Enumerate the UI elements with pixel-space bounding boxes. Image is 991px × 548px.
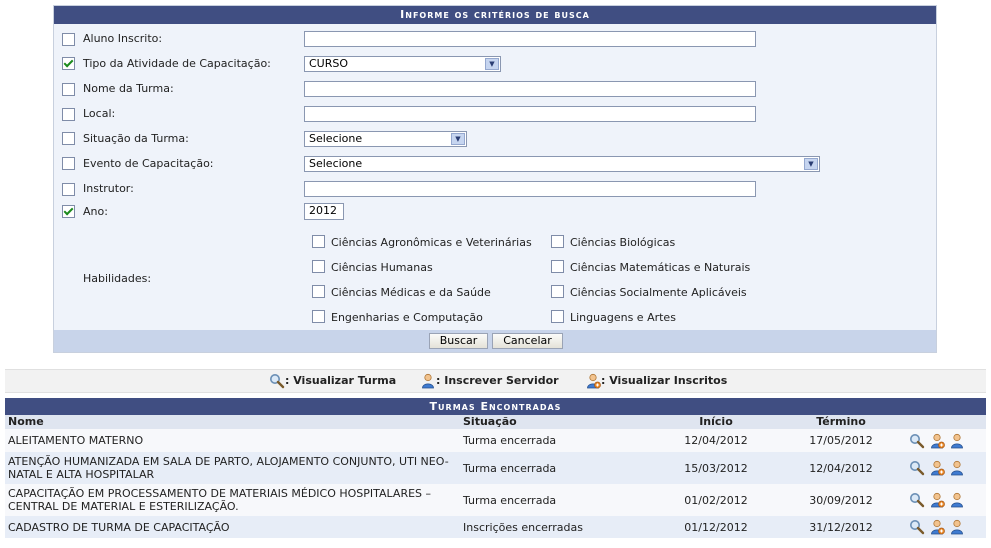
results-table bbox=[5, 415, 986, 538]
icon-legend bbox=[5, 369, 986, 393]
cell-end: 30/09/2012 bbox=[779, 484, 903, 516]
view-class-magnifier-icon[interactable] bbox=[909, 492, 925, 508]
view-enrolled-icon[interactable] bbox=[929, 519, 945, 535]
ano-input[interactable]: 2012 bbox=[304, 203, 344, 220]
enroll-person-icon[interactable] bbox=[949, 460, 965, 476]
habilidade-checkbox[interactable] bbox=[312, 310, 325, 323]
habilidade-checkbox[interactable] bbox=[551, 235, 564, 248]
cell-end: 17/05/2012 bbox=[779, 429, 903, 452]
field-label-situacao: Situação da Turma: bbox=[83, 132, 189, 145]
tipo-atividade-select[interactable] bbox=[304, 56, 501, 72]
cell-status: Turma encerrada bbox=[460, 484, 653, 516]
cell-status: Turma encerrada bbox=[460, 429, 653, 452]
field-row-aluno-inscrito bbox=[54, 32, 936, 52]
field-row-nome-turma bbox=[54, 82, 936, 102]
table-header-row bbox=[5, 415, 986, 429]
cancel-button[interactable]: Cancelar bbox=[492, 333, 563, 349]
col-header-end: Término bbox=[779, 415, 903, 429]
cell-status: Turma encerrada bbox=[460, 452, 653, 484]
habilidade-checkbox[interactable] bbox=[312, 285, 325, 298]
cell-name: CADASTRO DE TURMA DE CAPACITAÇÃO bbox=[5, 516, 460, 538]
field-label-tipo: Tipo da Atividade de Capacitação: bbox=[83, 57, 271, 70]
field-row-local bbox=[54, 107, 936, 127]
filter-checkbox-aluno[interactable] bbox=[62, 33, 75, 46]
view-class-magnifier-icon[interactable] bbox=[909, 433, 925, 449]
legend-view-enrolled bbox=[585, 370, 727, 392]
evento-capacitacao-select[interactable] bbox=[304, 156, 820, 172]
field-row-instrutor bbox=[54, 182, 936, 202]
field-row-ano bbox=[54, 205, 936, 225]
table-row bbox=[5, 516, 986, 538]
cell-name: ALEITAMENTO MATERNO bbox=[5, 429, 460, 452]
cell-status: Inscrições encerradas bbox=[460, 516, 653, 538]
field-label-aluno: Aluno Inscrito: bbox=[83, 32, 163, 45]
filter-checkbox-ano[interactable] bbox=[62, 205, 75, 218]
habilidades-label: Habilidades: bbox=[83, 272, 152, 285]
person-add-icon bbox=[420, 373, 436, 389]
form-footer bbox=[54, 330, 936, 352]
enroll-person-icon[interactable] bbox=[949, 519, 965, 535]
results-title: Turmas Encontradas bbox=[5, 398, 986, 415]
cell-actions bbox=[903, 516, 986, 538]
search-button[interactable]: Buscar bbox=[429, 333, 488, 349]
cell-actions bbox=[903, 452, 986, 484]
field-label-ano: Ano: bbox=[83, 205, 108, 218]
habilidade-checkbox[interactable] bbox=[551, 260, 564, 273]
table-row bbox=[5, 429, 986, 452]
habilidade-label: Ciências Socialmente Aplicáveis bbox=[570, 286, 747, 299]
search-form bbox=[53, 5, 937, 353]
filter-checkbox-evento[interactable] bbox=[62, 157, 75, 170]
habilidade-label: Linguagens e Artes bbox=[570, 311, 676, 324]
filter-checkbox-local[interactable] bbox=[62, 108, 75, 121]
instrutor-input[interactable] bbox=[304, 181, 756, 197]
habilidade-label: Ciências Humanas bbox=[331, 261, 433, 274]
chevron-down-icon: ▼ bbox=[451, 133, 465, 145]
legend-view-class-label: : Visualizar Turma bbox=[285, 374, 397, 387]
view-enrolled-icon[interactable] bbox=[929, 492, 945, 508]
table-row bbox=[5, 452, 986, 484]
view-class-magnifier-icon[interactable] bbox=[909, 519, 925, 535]
legend-view-class bbox=[269, 370, 396, 392]
cell-name: CAPACITAÇÃO EM PROCESSAMENTO DE MATERIAIS MÉDICO HOSPITALARES – CENTRAL DE MATERIAL E ESTERILIZAÇÃO. bbox=[5, 484, 460, 516]
field-row-situacao bbox=[54, 132, 936, 152]
cell-actions bbox=[903, 484, 986, 516]
habilidade-label: Engenharias e Computação bbox=[331, 311, 483, 324]
cell-start: 01/12/2012 bbox=[653, 516, 779, 538]
col-header-actions bbox=[903, 415, 986, 429]
cell-end: 31/12/2012 bbox=[779, 516, 903, 538]
filter-checkbox-instrutor[interactable] bbox=[62, 183, 75, 196]
view-enrolled-icon[interactable] bbox=[929, 433, 945, 449]
col-header-start: Início bbox=[653, 415, 779, 429]
cell-actions bbox=[903, 429, 986, 452]
local-input[interactable] bbox=[304, 106, 756, 122]
situacao-turma-select[interactable] bbox=[304, 131, 467, 147]
habilidade-checkbox[interactable] bbox=[312, 260, 325, 273]
legend-enroll bbox=[420, 370, 559, 392]
legend-view-enrolled-label: : Visualizar Inscritos bbox=[601, 374, 728, 387]
enroll-person-icon[interactable] bbox=[949, 433, 965, 449]
filter-checkbox-nome[interactable] bbox=[62, 83, 75, 96]
chevron-down-icon: ▼ bbox=[485, 58, 499, 70]
view-enrolled-icon[interactable] bbox=[929, 460, 945, 476]
filter-checkbox-tipo[interactable] bbox=[62, 57, 75, 70]
filter-checkbox-situacao[interactable] bbox=[62, 132, 75, 145]
table-row bbox=[5, 484, 986, 516]
field-row-tipo-atividade bbox=[54, 57, 936, 77]
cell-start: 15/03/2012 bbox=[653, 452, 779, 484]
field-label-local: Local: bbox=[83, 107, 116, 120]
cell-start: 12/04/2012 bbox=[653, 429, 779, 452]
field-label-evento: Evento de Capacitação: bbox=[83, 157, 214, 170]
field-label-nome: Nome da Turma: bbox=[83, 82, 174, 95]
habilidade-checkbox[interactable] bbox=[551, 310, 564, 323]
field-row-evento bbox=[54, 157, 936, 177]
habilidade-checkbox[interactable] bbox=[312, 235, 325, 248]
nome-turma-input[interactable] bbox=[304, 81, 756, 97]
view-class-magnifier-icon[interactable] bbox=[909, 460, 925, 476]
field-label-instrutor: Instrutor: bbox=[83, 182, 134, 195]
evento-capacitacao-value: Selecione bbox=[309, 157, 363, 170]
enroll-person-icon[interactable] bbox=[949, 492, 965, 508]
aluno-inscrito-input[interactable] bbox=[304, 31, 756, 47]
tipo-atividade-value: CURSO bbox=[309, 57, 349, 70]
situacao-turma-value: Selecione bbox=[309, 132, 363, 145]
col-header-status: Situação bbox=[460, 415, 653, 429]
cell-start: 01/02/2012 bbox=[653, 484, 779, 516]
habilidade-label: Ciências Biológicas bbox=[570, 236, 676, 249]
habilidade-label: Ciências Médicas e da Saúde bbox=[331, 286, 491, 299]
legend-enroll-label: : Inscrever Servidor bbox=[436, 374, 559, 387]
habilidade-checkbox[interactable] bbox=[551, 285, 564, 298]
habilidade-label: Ciências Agronômicas e Veterinárias bbox=[331, 236, 532, 249]
chevron-down-icon: ▼ bbox=[804, 158, 818, 170]
cell-end: 12/04/2012 bbox=[779, 452, 903, 484]
col-header-name: Nome bbox=[5, 415, 460, 429]
magnifier-icon bbox=[269, 373, 285, 389]
person-list-icon bbox=[585, 373, 601, 389]
cell-name: ATENÇÃO HUMANIZADA EM SALA DE PARTO, ALOJAMENTO CONJUNTO, UTI NEO-NATAL E ALTA HOSPITALAR bbox=[5, 452, 460, 484]
habilidade-label: Ciências Matemáticas e Naturais bbox=[570, 261, 751, 274]
results-panel bbox=[5, 398, 986, 538]
search-form-title: Informe os critérios de busca bbox=[54, 6, 936, 24]
